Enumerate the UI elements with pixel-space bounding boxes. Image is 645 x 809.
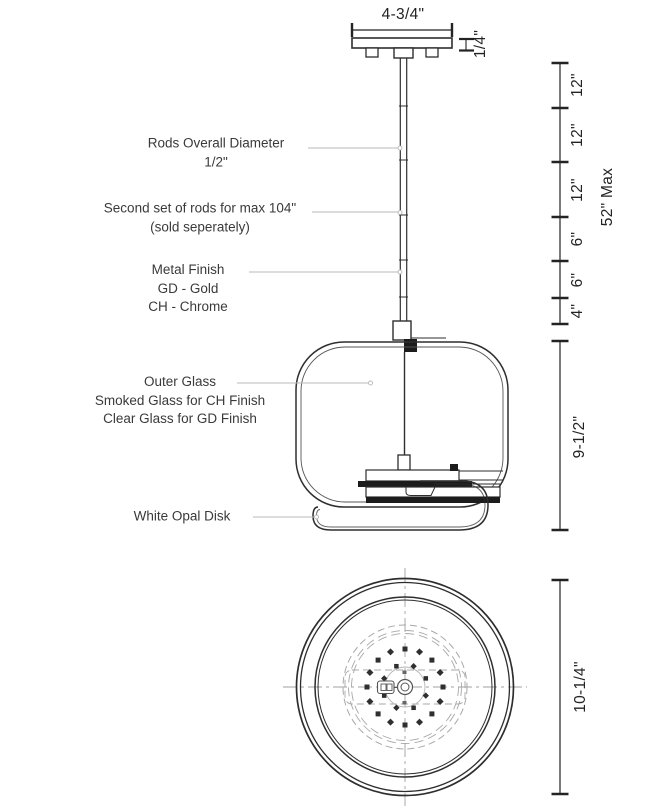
- suspension-rod: [393, 58, 446, 352]
- canopy-width-dimension: [352, 23, 452, 37]
- callout-metal-finish: [148, 261, 228, 317]
- callout-second-rods-line1: Second set of rods for max 104": [103, 200, 297, 216]
- callout-second-rods-line2: (sold seperately): [150, 219, 250, 234]
- callout-metal-finish-line3: CH - Chrome: [148, 299, 228, 315]
- bottom-diameter-label: 10-1/4": [572, 661, 589, 713]
- rod-segment-label-3: 12": [569, 178, 586, 202]
- callout-rods-diameter: [148, 134, 285, 171]
- led-plate-assembly: [358, 464, 503, 503]
- rod-segment-dimension-chain: [552, 63, 569, 324]
- shade-side-view: [296, 342, 508, 530]
- canopy-thickness-label: 1/4": [472, 29, 489, 59]
- bottom-diameter-dimension: [552, 580, 569, 794]
- callout-rods-line2: 1/2": [204, 154, 228, 169]
- rod-segment-label-1: 12": [569, 73, 586, 97]
- callout-outer-glass-line2: Smoked Glass for CH Finish: [94, 392, 266, 408]
- shade-height-dimension: [552, 341, 569, 530]
- callout-metal-finish-line1: Metal Finish: [151, 262, 225, 278]
- callout-second-rods: [104, 199, 296, 236]
- canopy-plate: [352, 38, 452, 58]
- rod-segment-label-2: 12": [569, 123, 586, 147]
- callout-opal-disk-line1: White Opal Disk: [133, 508, 231, 524]
- callout-outer-glass: [95, 373, 265, 429]
- rod-segment-label-5: 6": [569, 272, 586, 288]
- callout-rods-line1: Rods Overall Diameter: [147, 135, 285, 151]
- callout-metal-finish-line2: GD - Gold: [157, 280, 219, 296]
- rod-segment-label-6: 4": [569, 303, 586, 319]
- canopy-width-label: 4-3/4": [381, 6, 425, 23]
- shade-height-label: 9-1/2": [571, 415, 588, 459]
- rod-segment-label-4: 6": [569, 231, 586, 247]
- center-hub: [378, 671, 413, 705]
- inner-stem: [398, 352, 410, 470]
- callout-opal-disk: [134, 508, 231, 527]
- wire-connector: [378, 681, 398, 694]
- callout-outer-glass-line3: Clear Glass for GD Finish: [103, 411, 257, 427]
- callout-outer-glass-line1: Outer Glass: [143, 374, 217, 390]
- bottom-view: [283, 568, 527, 806]
- overall-max-label: 52" Max: [599, 167, 616, 227]
